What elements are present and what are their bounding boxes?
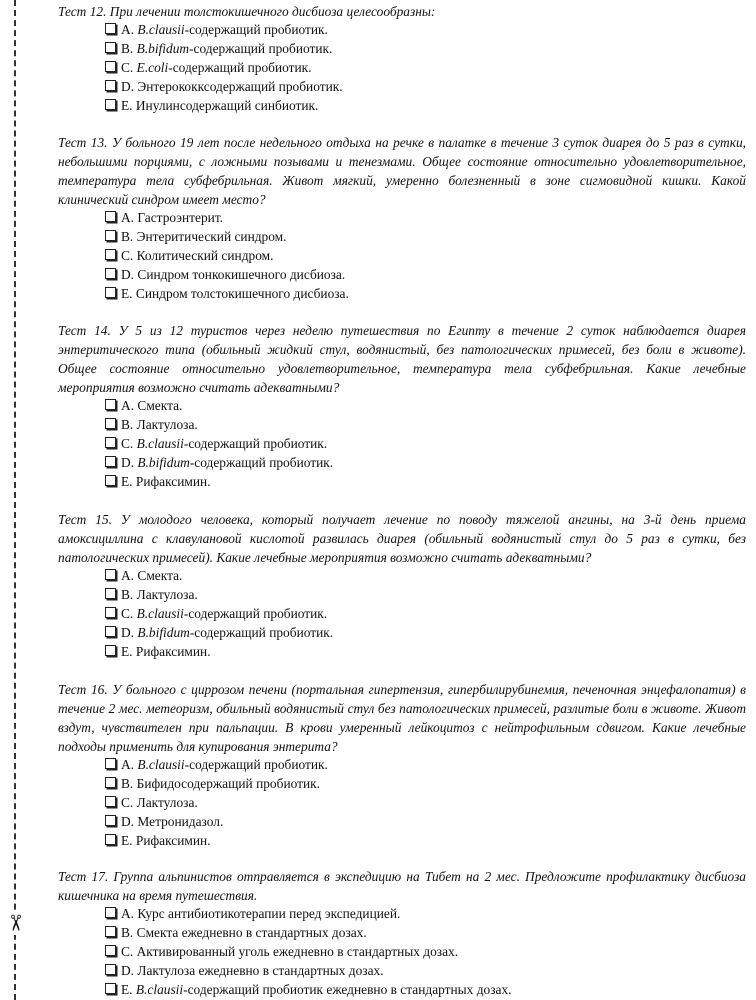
answer-option[interactable] bbox=[105, 832, 746, 851]
option-text: Лактулоза ежедневно в стандартных дозах. bbox=[137, 962, 384, 978]
option-text: Лактулоза. bbox=[136, 416, 198, 432]
option-letter: E. bbox=[121, 285, 133, 301]
test-question: Тест 15. У молодого человека, который получает лечение по поводу тяжелой ангины, на 3-й день приема амоксициллина с клавулановой кислотой развилась диарея (обильный водянистый стул до 5 раз в сутки, без патологических примесей). Какие лечебные мероприятия возможно считать адекватными? bbox=[58, 512, 746, 565]
option-text: Метронидазол. bbox=[137, 813, 224, 829]
answer-option[interactable] bbox=[105, 40, 746, 59]
answer-option[interactable] bbox=[105, 775, 746, 794]
option-letter: B. bbox=[121, 228, 134, 244]
option-text: Инулинсодержащий синбиотик. bbox=[135, 97, 319, 113]
option-text: Смекта. bbox=[137, 568, 183, 583]
option-text: Рифаксимин. bbox=[135, 643, 211, 659]
option-text: -содержащий пробиотик ежедневно в стандартных дозах. bbox=[183, 981, 512, 997]
option-text: Колитический синдром. bbox=[136, 247, 274, 263]
option-letter: E. bbox=[121, 473, 133, 489]
option-organism-name: B.clausii bbox=[135, 981, 184, 997]
answer-option[interactable] bbox=[105, 416, 746, 435]
option-letter: B. bbox=[121, 586, 134, 602]
checkbox-icon[interactable] bbox=[105, 230, 116, 241]
option-letter: D. bbox=[121, 962, 135, 978]
checkbox-icon[interactable] bbox=[105, 418, 116, 429]
test-block bbox=[58, 2, 746, 116]
test-block bbox=[58, 680, 746, 851]
answer-option[interactable] bbox=[105, 905, 746, 924]
option-letter: C. bbox=[121, 59, 134, 75]
test-block bbox=[58, 867, 746, 1000]
option-text: Лактулоза. bbox=[136, 794, 198, 810]
checkbox-icon[interactable] bbox=[105, 907, 116, 918]
option-text: Рифаксимин. bbox=[135, 473, 211, 489]
answer-option[interactable] bbox=[105, 228, 746, 247]
option-letter: E. bbox=[121, 643, 133, 659]
option-text: Синдром тонкокишечного дисбиоза. bbox=[137, 266, 346, 282]
checkbox-icon[interactable] bbox=[105, 456, 116, 467]
option-text: -содержащий пробиотик. bbox=[183, 605, 328, 621]
answer-option[interactable] bbox=[105, 794, 746, 813]
option-letter: B. bbox=[121, 416, 134, 432]
option-organism-name: B.clausii bbox=[137, 22, 185, 37]
checkbox-icon[interactable] bbox=[105, 42, 116, 53]
option-letter: A. bbox=[121, 568, 135, 583]
option-text: Энтеритический синдром. bbox=[136, 228, 287, 244]
checkbox-icon[interactable] bbox=[105, 945, 116, 956]
answer-option[interactable] bbox=[105, 962, 746, 981]
option-organism-name: B.bifidum bbox=[137, 454, 190, 470]
option-organism-name: B.bifidum bbox=[136, 40, 190, 56]
option-letter: D. bbox=[121, 813, 135, 829]
option-text: Активированный уголь ежедневно в стандартных дозах. bbox=[136, 943, 459, 959]
checkbox-icon[interactable] bbox=[105, 80, 116, 91]
checkbox-icon[interactable] bbox=[105, 777, 116, 788]
option-letter: C. bbox=[121, 794, 134, 810]
answer-options bbox=[58, 209, 746, 304]
answer-options bbox=[58, 21, 746, 116]
option-text: Смекта. bbox=[137, 398, 183, 413]
option-letter: C. bbox=[121, 943, 134, 959]
checkbox-icon[interactable] bbox=[105, 626, 116, 637]
option-letter: D. bbox=[121, 624, 135, 640]
option-letter: A. bbox=[121, 210, 135, 225]
answer-option[interactable] bbox=[105, 435, 746, 454]
option-letter: C. bbox=[121, 247, 134, 263]
option-letter: A. bbox=[121, 757, 135, 772]
test-block bbox=[58, 510, 746, 662]
option-letter: B. bbox=[121, 924, 134, 940]
answer-option[interactable] bbox=[105, 981, 746, 1000]
checkbox-icon[interactable] bbox=[105, 475, 116, 486]
option-text: -содержащий пробиотик. bbox=[189, 624, 334, 640]
option-organism-name: B.clausii bbox=[136, 435, 184, 451]
option-letter: D. bbox=[121, 78, 135, 94]
scissors-icon: ✂ bbox=[4, 911, 26, 935]
checkbox-icon[interactable] bbox=[105, 569, 116, 580]
option-text: -содержащий пробиотик. bbox=[184, 757, 328, 772]
option-letter: E. bbox=[121, 97, 133, 113]
option-organism-name: B.bifidum bbox=[137, 624, 190, 640]
answer-option[interactable] bbox=[105, 605, 746, 624]
option-text: Энтерококксодержащий пробиотик. bbox=[137, 78, 343, 94]
answer-option[interactable] bbox=[105, 813, 746, 832]
option-text: Бифидосодержащий пробиотик. bbox=[136, 775, 320, 791]
option-letter: B. bbox=[121, 775, 134, 791]
checkbox-icon[interactable] bbox=[105, 211, 116, 222]
answer-option[interactable] bbox=[105, 756, 746, 775]
answer-option[interactable] bbox=[105, 247, 746, 266]
option-organism-name: B.clausii bbox=[136, 605, 184, 621]
checkbox-icon[interactable] bbox=[105, 61, 116, 72]
checkbox-icon[interactable] bbox=[105, 99, 116, 110]
checkbox-icon[interactable] bbox=[105, 926, 116, 937]
option-text: -содержащий пробиотик. bbox=[184, 22, 328, 37]
test-block bbox=[58, 321, 746, 492]
answer-options bbox=[58, 567, 746, 662]
option-text: Гастроэнтерит. bbox=[137, 210, 224, 225]
checkbox-icon[interactable] bbox=[105, 645, 116, 656]
option-text: Смекта ежедневно в стандартных дозах. bbox=[136, 924, 367, 940]
answer-options bbox=[58, 905, 746, 1000]
checkbox-icon[interactable] bbox=[105, 249, 116, 260]
option-letter: E. bbox=[121, 981, 133, 997]
option-letter: A. bbox=[121, 22, 135, 37]
answer-options bbox=[58, 756, 746, 851]
option-letter: C. bbox=[121, 435, 134, 451]
answer-option[interactable] bbox=[105, 624, 746, 643]
checkbox-icon[interactable] bbox=[105, 588, 116, 599]
checkbox-icon[interactable] bbox=[105, 268, 116, 279]
option-letter: E. bbox=[121, 832, 133, 848]
answer-option[interactable] bbox=[105, 21, 746, 40]
answer-option[interactable] bbox=[105, 285, 746, 304]
test-question: Тест 16. У больного с циррозом печени (портальная гипертензия, гипербилирубинемия, печеночная энцефалопатия) в течение 2 мес. метеоризм, обильный водянистый стул без патологических примесей, разлитые боли в животе. Живот вздут, чувствителен при пальпации. В крови умеренный лейкоцитоз с нейтрофильным сдвигом. Какие лечебные подходы применить для купирования энтерита? bbox=[58, 682, 746, 754]
checkbox-icon[interactable] bbox=[105, 758, 116, 769]
answer-option[interactable] bbox=[105, 924, 746, 943]
option-text: -содержащий пробиотик. bbox=[189, 454, 334, 470]
cut-line-divider bbox=[14, 0, 16, 1000]
test-block bbox=[58, 133, 746, 304]
answer-option[interactable] bbox=[105, 97, 746, 116]
option-text: -содержащий пробиотик. bbox=[189, 40, 333, 56]
option-letter: A. bbox=[121, 398, 135, 413]
option-text: Синдром толстокишечного дисбиоза. bbox=[135, 285, 349, 301]
answer-options bbox=[58, 397, 746, 492]
option-text: Лактулоза. bbox=[136, 586, 198, 602]
option-text: Рифаксимин. bbox=[135, 832, 211, 848]
option-letter: D. bbox=[121, 454, 135, 470]
option-letter: D. bbox=[121, 266, 135, 282]
answer-option[interactable] bbox=[105, 586, 746, 605]
checkbox-icon[interactable] bbox=[105, 983, 116, 994]
checkbox-icon[interactable] bbox=[105, 834, 116, 845]
option-letter: C. bbox=[121, 605, 134, 621]
answer-option[interactable] bbox=[105, 643, 746, 662]
option-text: -содержащий пробиотик. bbox=[183, 435, 328, 451]
option-organism-name: E.coli bbox=[136, 59, 169, 75]
checkbox-icon[interactable] bbox=[105, 399, 116, 410]
answer-option[interactable] bbox=[105, 209, 746, 228]
option-letter: A. bbox=[121, 906, 135, 921]
answer-option[interactable] bbox=[105, 943, 746, 962]
answer-option[interactable] bbox=[105, 454, 746, 473]
answer-option[interactable] bbox=[105, 59, 746, 78]
answer-option[interactable] bbox=[105, 78, 746, 97]
answer-option[interactable] bbox=[105, 397, 746, 416]
checkbox-icon[interactable] bbox=[105, 23, 116, 34]
checkbox-icon[interactable] bbox=[105, 964, 116, 975]
answer-option[interactable] bbox=[105, 266, 746, 285]
option-text: Курс антибиотикотерапии перед экспедицией. bbox=[137, 906, 401, 921]
answer-option[interactable] bbox=[105, 473, 746, 492]
option-text: -содержащий пробиотик. bbox=[168, 59, 312, 75]
checkbox-icon[interactable] bbox=[105, 437, 116, 448]
test-question: Тест 17. Группа альпинистов отправляется в экспедицию на Тибет на 2 мес. Предложите профилактику дисбиоза кишечника на время путешествия. bbox=[58, 869, 746, 903]
checkbox-icon[interactable] bbox=[105, 607, 116, 618]
test-question: Тест 12. При лечении толстокишечного дисбиоза целесообразны: bbox=[58, 4, 436, 19]
checkbox-icon[interactable] bbox=[105, 815, 116, 826]
checkbox-icon[interactable] bbox=[105, 287, 116, 298]
test-question: Тест 13. У больного 19 лет после недельного отдыха на речке в палатке в течение 3 суток диарея до 5 раз в сутки, небольшими порциями, с ложными позывами и тенезмами. Общее состояние относительно удовлетворительное, температура тела субфебрильная. Живот мягкий, умеренно болезненный в зоне сигмовидной кишки. Какой клинический синдром имеет место? bbox=[58, 135, 746, 207]
option-organism-name: B.clausii bbox=[137, 757, 185, 772]
checkbox-icon[interactable] bbox=[105, 796, 116, 807]
option-letter: B. bbox=[121, 40, 134, 56]
test-question: Тест 14. У 5 из 12 туристов через неделю путешествия по Египту в течение 2 суток наблюдается диарея энтеритического типа (обильный жидкий стул, водянистый, без патологических примесей, без боли в животе). Общее состояние относительно удовлетворительное, температура тела субфебрильная. Какие лечебные мероприятия возможно считать адекватными? bbox=[58, 323, 746, 395]
answer-option[interactable] bbox=[105, 567, 746, 586]
